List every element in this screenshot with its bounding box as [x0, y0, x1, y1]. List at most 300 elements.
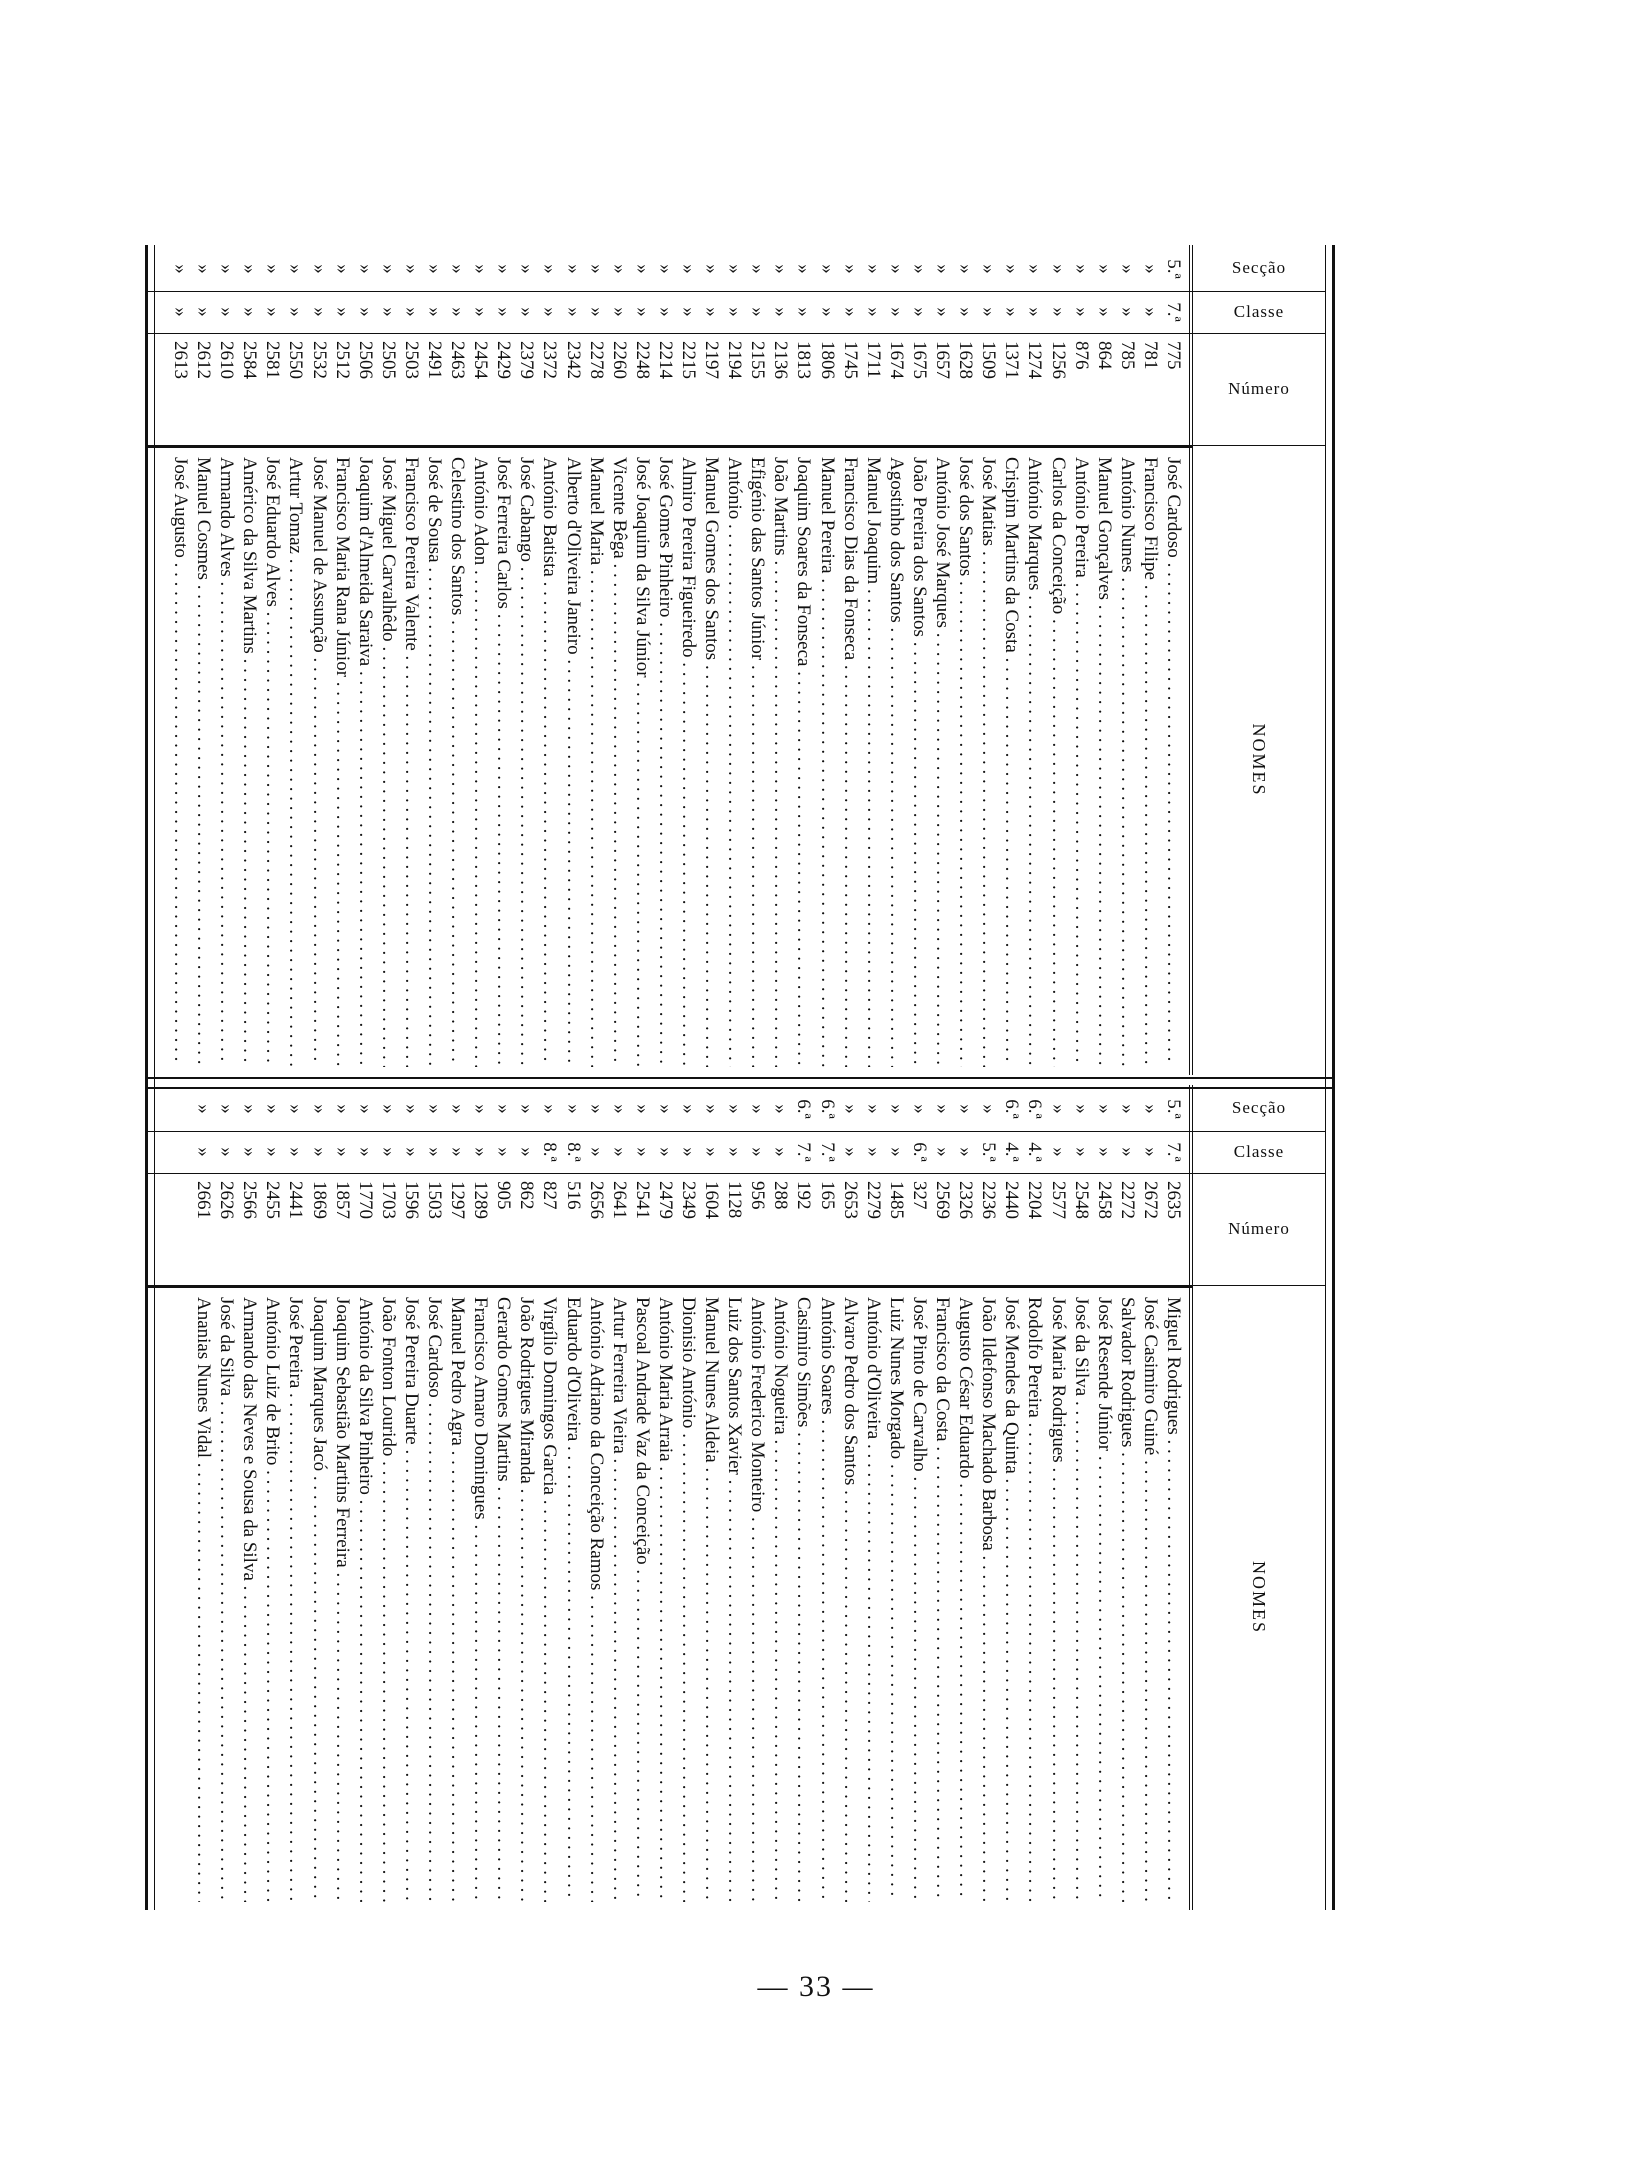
- name-cell: Alvaro Pedro dos Santos . . .: [837, 1297, 862, 1902]
- seccao-cell: »: [377, 264, 399, 274]
- table-row: [908, 1085, 931, 1910]
- classe-cell: »: [654, 307, 676, 317]
- seccao-cell: »: [447, 1104, 469, 1114]
- name-cell: José Pinto de Carvalho . . .: [906, 1297, 931, 1902]
- seccao-cell: »: [585, 264, 607, 274]
- table-row: [1116, 1085, 1139, 1910]
- numero-cell: 2204: [1024, 1181, 1046, 1219]
- name-cell: António Luiz de Brito . . .: [259, 1297, 284, 1902]
- name-cell: Salvador Rodrigues . . .: [1114, 1297, 1139, 1902]
- seccao-cell: »: [193, 1104, 215, 1114]
- header-classe: [1193, 1131, 1325, 1174]
- name-cell: António Adriano da Conceição Ramos . . .: [583, 1297, 608, 1902]
- name-cell: Joaquim Marques Jacó . . .: [306, 1297, 331, 1902]
- table-row: [515, 1085, 538, 1910]
- name-cell: José Miguel Carvalhêdo . . .: [375, 457, 400, 1067]
- seccao-cell: »: [562, 1104, 584, 1114]
- classe-cell: 8.ª: [539, 1142, 561, 1162]
- seccao-cell: »: [193, 264, 215, 274]
- classe-cell: »: [493, 307, 515, 317]
- name-cell: Manuel Pedro Agra . . .: [444, 1297, 469, 1902]
- seccao-cell: »: [1139, 1104, 1161, 1114]
- name-cell: Alberto d'Oliveira Janeiro . . .: [560, 457, 585, 1067]
- numero-cell: 1813: [793, 341, 815, 379]
- seccao-cell: »: [1093, 1104, 1115, 1114]
- table-row: [1070, 1085, 1093, 1910]
- table-row: [284, 245, 307, 1075]
- name-cell: António Frederico Monteiro . . .: [744, 1297, 769, 1902]
- numero-cell: 2653: [839, 1181, 861, 1219]
- header-nomes-label: NOMES: [1249, 1560, 1270, 1634]
- classe-cell: 7.ª: [1163, 1142, 1184, 1162]
- seccao-cell: »: [493, 264, 515, 274]
- table-row: [700, 245, 723, 1075]
- classe-cell: 7.ª: [793, 1142, 815, 1162]
- classe-cell: »: [701, 307, 723, 317]
- table-row: [377, 245, 400, 1075]
- seccao-cell: »: [631, 264, 653, 274]
- table-row: [215, 245, 238, 1075]
- seccao-cell: »: [377, 1104, 399, 1114]
- classe-cell: »: [608, 1147, 630, 1157]
- seccao-cell: »: [839, 1104, 861, 1114]
- table-row: [816, 245, 839, 1075]
- rows-left: [169, 245, 1185, 1075]
- name-cell: José Eduardo Alves . . .: [259, 457, 284, 1067]
- numero-cell: 1806: [816, 341, 838, 379]
- seccao-cell: »: [1070, 1104, 1092, 1114]
- name-cell: José Matias . . .: [975, 457, 1000, 1067]
- seccao-cell: »: [1001, 264, 1023, 274]
- seccao-cell: »: [216, 264, 238, 274]
- seccao-cell: 5.ª: [1163, 1099, 1184, 1119]
- numero-cell: 327: [908, 1181, 930, 1210]
- seccao-cell: »: [1116, 264, 1138, 274]
- seccao-cell: »: [562, 264, 584, 274]
- numero-cell: 2214: [654, 341, 676, 379]
- name-cell: José Cardoso . . .: [1160, 457, 1185, 1067]
- name-cell: José Pereira . . .: [282, 1297, 307, 1902]
- table-row: [492, 245, 515, 1075]
- name-cell: José dos Santos . . .: [952, 457, 977, 1067]
- classe-cell: »: [770, 1147, 792, 1157]
- seccao-cell: »: [793, 264, 815, 274]
- table-row: [423, 1085, 446, 1910]
- seccao-cell: »: [516, 1104, 538, 1114]
- name-cell: José Pereira Duarte . . .: [398, 1297, 423, 1902]
- seccao-cell: »: [1139, 264, 1161, 274]
- numero-cell: 2584: [239, 341, 261, 379]
- name-cell: António Pereira . . .: [1068, 457, 1093, 1067]
- classe-cell: »: [908, 307, 930, 317]
- seccao-cell: »: [470, 1104, 492, 1114]
- table-row: [1070, 245, 1093, 1075]
- seccao-cell: »: [262, 264, 284, 274]
- numero-cell: 2279: [862, 1181, 884, 1219]
- seccao-cell: »: [654, 1104, 676, 1114]
- seccao-cell: »: [747, 264, 769, 274]
- seccao-cell: »: [908, 1104, 930, 1114]
- name-cell: Manuel Maria . . .: [583, 457, 608, 1067]
- seccao-cell: »: [862, 264, 884, 274]
- numero-cell: 1274: [1024, 341, 1046, 379]
- header-numero: [1193, 333, 1325, 446]
- table-row: [885, 1085, 908, 1910]
- table-row: [215, 1085, 238, 1910]
- seccao-cell: »: [724, 264, 746, 274]
- table-row: [1000, 1085, 1023, 1910]
- table-row: [538, 245, 561, 1075]
- classe-cell: »: [862, 307, 884, 317]
- classe-cell: »: [631, 1147, 653, 1157]
- classe-cell: »: [539, 307, 561, 317]
- table-row: [446, 1085, 469, 1910]
- table-row: [723, 1085, 746, 1910]
- seccao-cell: »: [331, 264, 353, 274]
- numero-cell: 2610: [216, 341, 238, 379]
- table-row: [400, 1085, 423, 1910]
- numero-cell: 2512: [331, 341, 353, 379]
- seccao-cell: »: [978, 264, 1000, 274]
- name-cell: José Manuel de Assunção . . .: [306, 457, 331, 1067]
- table-row: [331, 245, 354, 1075]
- numero-cell: 1297: [447, 1181, 469, 1219]
- seccao-cell: »: [839, 264, 861, 274]
- page-number: — 33 —: [757, 1970, 875, 2003]
- classe-cell: »: [331, 307, 353, 317]
- seccao-cell: »: [493, 1104, 515, 1114]
- header-classe: [1193, 291, 1325, 334]
- numero-cell: 2505: [377, 341, 399, 379]
- numero-cell: 2440: [1001, 1181, 1023, 1219]
- name-cell: Manuel Gonçalves . . .: [1091, 457, 1116, 1067]
- name-cell: António Nunes . . .: [1114, 457, 1139, 1067]
- header-numero-label: Número: [1228, 1219, 1290, 1238]
- table-row: [1023, 1085, 1046, 1910]
- seccao-cell: »: [424, 1104, 445, 1114]
- table-row: [446, 245, 469, 1075]
- name-cell: José Gomes Pinheiro . . .: [652, 457, 677, 1067]
- name-cell: João Ildefonso Machado Barbosa . . .: [975, 1297, 1000, 1902]
- classe-cell: »: [932, 1147, 954, 1157]
- name-cell: Francisco Amaro Domingues . . .: [467, 1297, 492, 1902]
- classe-cell: »: [839, 1147, 861, 1157]
- name-cell: Francisco Pereira Valente . . .: [398, 457, 423, 1067]
- classe-cell: »: [285, 1147, 307, 1157]
- table-row: [631, 1085, 654, 1910]
- seccao-cell: »: [608, 1104, 630, 1114]
- seccao-cell: »: [400, 1104, 422, 1114]
- name-cell: António Maria Arraia . . .: [652, 1297, 677, 1902]
- seccao-cell: »: [608, 264, 630, 274]
- table-row: [862, 245, 885, 1075]
- numero-cell: 775: [1163, 341, 1184, 370]
- numero-cell: 1509: [978, 341, 1000, 379]
- seccao-cell: »: [678, 264, 700, 274]
- seccao-cell: »: [331, 1104, 353, 1114]
- numero-cell: 2641: [608, 1181, 630, 1219]
- numero-cell: 2463: [447, 341, 469, 379]
- name-cell: Agostinho dos Santos . . .: [883, 457, 908, 1067]
- seccao-cell: »: [285, 1104, 307, 1114]
- table-row: [469, 1085, 492, 1910]
- table-row: [769, 245, 792, 1075]
- classe-cell: »: [724, 307, 746, 317]
- seccao-cell: »: [932, 264, 954, 274]
- name-cell: Manuel Nunes Aldeia . . .: [698, 1297, 723, 1902]
- numero-cell: 288: [770, 1181, 792, 1210]
- classe-cell: »: [193, 1147, 215, 1157]
- table-row: [238, 1085, 261, 1910]
- seccao-cell: »: [701, 1104, 723, 1114]
- classe-cell: »: [239, 1147, 261, 1157]
- table-row: [1162, 245, 1185, 1075]
- numero-cell: 2635: [1163, 1181, 1184, 1219]
- seccao-cell: »: [516, 264, 538, 274]
- numero-cell: 2613: [169, 341, 191, 379]
- classe-cell: »: [1093, 1147, 1115, 1157]
- table-row: [1139, 245, 1162, 1075]
- classe-cell: »: [1139, 307, 1161, 317]
- name-cell: Dionisio António . . .: [675, 1297, 700, 1902]
- classe-cell: 8.ª: [562, 1142, 584, 1162]
- numero-cell: 862: [516, 1181, 538, 1210]
- header-nomes: [1193, 1285, 1325, 1910]
- seccao-cell: »: [539, 1104, 561, 1114]
- name-cell: Francisco Maria Rana Júnior . . .: [329, 457, 354, 1067]
- name-cell: João Pereira dos Santos . . .: [906, 457, 931, 1067]
- numero-cell: 2194: [724, 341, 746, 379]
- classe-cell: »: [470, 307, 492, 317]
- classe-cell: »: [1001, 307, 1023, 317]
- header-numero-label: Número: [1228, 379, 1290, 398]
- header-classe-label: Classe: [1233, 302, 1285, 322]
- classe-cell: »: [701, 1147, 723, 1157]
- numero-cell: 1770: [354, 1181, 376, 1219]
- classe-cell: »: [1116, 1147, 1138, 1157]
- classe-cell: »: [400, 1147, 422, 1157]
- numero-cell: 2272: [1116, 1181, 1138, 1219]
- seccao-cell: »: [539, 264, 561, 274]
- name-cell: José Ferreira Carlos . . .: [490, 457, 515, 1067]
- table-row: [1046, 1085, 1069, 1910]
- name-cell: Francisco Filipe . . .: [1137, 457, 1162, 1067]
- classe-cell: »: [678, 1147, 700, 1157]
- numero-cell: 1485: [885, 1181, 907, 1219]
- numero-cell: 1371: [1001, 341, 1023, 379]
- classe-cell: »: [216, 1147, 238, 1157]
- numero-cell: 2626: [216, 1181, 238, 1219]
- table-row: [284, 1085, 307, 1910]
- classe-cell: 4.ª: [1001, 1142, 1023, 1162]
- table-row: [1162, 1085, 1185, 1910]
- seccao-cell: »: [654, 264, 676, 274]
- numero-cell: 2260: [608, 341, 630, 379]
- numero-cell: 781: [1139, 341, 1161, 370]
- classe-cell: »: [285, 307, 307, 317]
- name-cell: João Martins . . .: [767, 457, 792, 1067]
- name-cell: Francisco Dias da Fonseca . . .: [837, 457, 862, 1067]
- table-row: [931, 245, 954, 1075]
- table-row: [400, 245, 423, 1075]
- table-row: [654, 245, 677, 1075]
- numero-cell: 2612: [193, 341, 215, 379]
- classe-cell: »: [1116, 307, 1138, 317]
- seccao-cell: »: [955, 264, 977, 274]
- seccao-cell: »: [1070, 264, 1092, 274]
- numero-cell: 2581: [262, 341, 284, 379]
- numero-cell: 1503: [424, 1181, 445, 1219]
- seccao-cell: »: [816, 264, 838, 274]
- numero-cell: 2479: [654, 1181, 676, 1219]
- table-row: [931, 1085, 954, 1910]
- numero-cell: 2372: [539, 341, 561, 379]
- table-row: [1116, 245, 1139, 1075]
- table-row: [954, 1085, 977, 1910]
- name-cell: Ananias Nunes Vidal . . .: [190, 1297, 215, 1902]
- table-row: [585, 1085, 608, 1910]
- numero-cell: 2441: [285, 1181, 307, 1219]
- classe-cell: »: [1070, 307, 1092, 317]
- table-row: [1046, 245, 1069, 1075]
- classe-cell: »: [955, 1147, 977, 1157]
- seccao-cell: »: [908, 264, 930, 274]
- classe-cell: »: [493, 1147, 515, 1157]
- table-row: [307, 245, 330, 1075]
- table-row: [261, 1085, 284, 1910]
- name-cell: António Nogueira . . .: [767, 1297, 792, 1902]
- table-row: [192, 245, 215, 1075]
- seccao-cell: »: [631, 1104, 653, 1114]
- numero-cell: 2672: [1139, 1181, 1161, 1219]
- name-cell: José Resende Júnior . . .: [1091, 1297, 1116, 1902]
- classe-cell: 6.ª: [908, 1142, 930, 1162]
- table-row: [377, 1085, 400, 1910]
- classe-cell: »: [932, 307, 954, 317]
- name-cell: Armando Alves . . .: [213, 457, 238, 1067]
- classe-cell: »: [169, 307, 191, 317]
- seccao-cell: 6.ª: [816, 1099, 838, 1119]
- numero-cell: 2455: [262, 1181, 284, 1219]
- classe-cell: »: [816, 307, 838, 317]
- table-right-half: [145, 1085, 1335, 1910]
- classe-cell: »: [447, 1147, 469, 1157]
- numero-cell: 2349: [678, 1181, 700, 1219]
- table-row: [561, 1085, 584, 1910]
- seccao-cell: »: [354, 1104, 376, 1114]
- name-cell: Joaquim Soares da Fonseca . . .: [791, 457, 816, 1067]
- classe-cell: »: [400, 307, 422, 317]
- name-cell: Crispim Martins da Costa . . .: [998, 457, 1023, 1067]
- classe-cell: »: [562, 307, 584, 317]
- seccao-cell: »: [308, 1104, 330, 1114]
- numero-cell: 956: [747, 1181, 769, 1210]
- seccao-cell: »: [724, 1104, 746, 1114]
- numero-cell: 1128: [724, 1181, 746, 1219]
- classe-cell: »: [955, 307, 977, 317]
- seccao-cell: »: [400, 264, 422, 274]
- table-row: [862, 1085, 885, 1910]
- name-cell: Virgílio Domingos Garcia . . .: [536, 1297, 561, 1902]
- classe-cell: »: [262, 1147, 284, 1157]
- classe-cell: »: [770, 307, 792, 317]
- table-row: [1000, 245, 1023, 1075]
- seccao-cell: »: [1047, 1104, 1069, 1114]
- seccao-cell: »: [955, 1104, 977, 1114]
- table-row: [1023, 245, 1046, 1075]
- numero-cell: 165: [816, 1181, 838, 1210]
- name-cell: Celestino dos Santos . . .: [444, 457, 469, 1067]
- classe-cell: »: [424, 307, 445, 317]
- seccao-cell: »: [262, 1104, 284, 1114]
- seccao-cell: »: [354, 264, 376, 274]
- header-seccao: [1193, 245, 1325, 292]
- numero-cell: 2532: [308, 341, 330, 379]
- name-cell: António da Silva Pinheiro . . .: [352, 1297, 377, 1902]
- name-cell: José Cabango . . .: [513, 457, 538, 1067]
- classe-cell: »: [654, 1147, 676, 1157]
- seccao-cell: »: [239, 264, 261, 274]
- classe-cell: »: [747, 307, 769, 317]
- classe-cell: »: [885, 1147, 907, 1157]
- name-cell: José de Sousa . . .: [421, 457, 446, 1067]
- name-cell: António Marques . . .: [1021, 457, 1046, 1067]
- table-row: [354, 245, 377, 1075]
- seccao-cell: »: [701, 264, 723, 274]
- name-cell: José da Silva . . .: [213, 1297, 238, 1902]
- classe-cell: »: [516, 1147, 538, 1157]
- seccao-cell: »: [747, 1104, 769, 1114]
- table-row: [792, 245, 815, 1075]
- numero-cell: 2215: [678, 341, 700, 379]
- name-cell: José Augusto . . .: [167, 457, 192, 1067]
- table-header-left: [1189, 245, 1325, 1075]
- classe-cell: »: [354, 307, 376, 317]
- classe-cell: »: [1047, 307, 1069, 317]
- numero-cell: 2550: [285, 341, 307, 379]
- classe-cell: »: [447, 307, 469, 317]
- classe-cell: »: [608, 307, 630, 317]
- numero-cell: 2326: [955, 1181, 977, 1219]
- numero-cell: 1745: [839, 341, 861, 379]
- header-seccao-label: Secção: [1231, 1098, 1287, 1118]
- seccao-cell: »: [862, 1104, 884, 1114]
- classe-cell: »: [424, 1147, 445, 1157]
- name-cell: Manuel Gomes dos Santos . . .: [698, 457, 723, 1067]
- table-row: [354, 1085, 377, 1910]
- rows-right: [192, 1085, 1185, 1910]
- classe-cell: »: [585, 1147, 607, 1157]
- name-cell: Miguel Rodrigues . . .: [1160, 1297, 1185, 1902]
- classe-cell: »: [724, 1147, 746, 1157]
- table-row: [631, 245, 654, 1075]
- numero-cell: 2248: [631, 341, 653, 379]
- name-cell: António Adon . . .: [467, 457, 492, 1067]
- name-cell: Augusto César Eduardo . . .: [952, 1297, 977, 1902]
- classe-cell: »: [631, 307, 653, 317]
- name-cell: António Batista . . .: [536, 457, 561, 1067]
- name-cell: Carlos da Conceição . . .: [1045, 457, 1070, 1067]
- name-cell: Manuel Pereira . . .: [814, 457, 839, 1067]
- seccao-cell: »: [239, 1104, 261, 1114]
- classe-cell: »: [516, 307, 538, 317]
- numero-cell: 1657: [932, 341, 954, 379]
- table-row: [608, 245, 631, 1075]
- numero-cell: 864: [1093, 341, 1115, 370]
- seccao-cell: »: [308, 264, 330, 274]
- seccao-cell: »: [470, 264, 492, 274]
- numero-cell: 2566: [239, 1181, 261, 1219]
